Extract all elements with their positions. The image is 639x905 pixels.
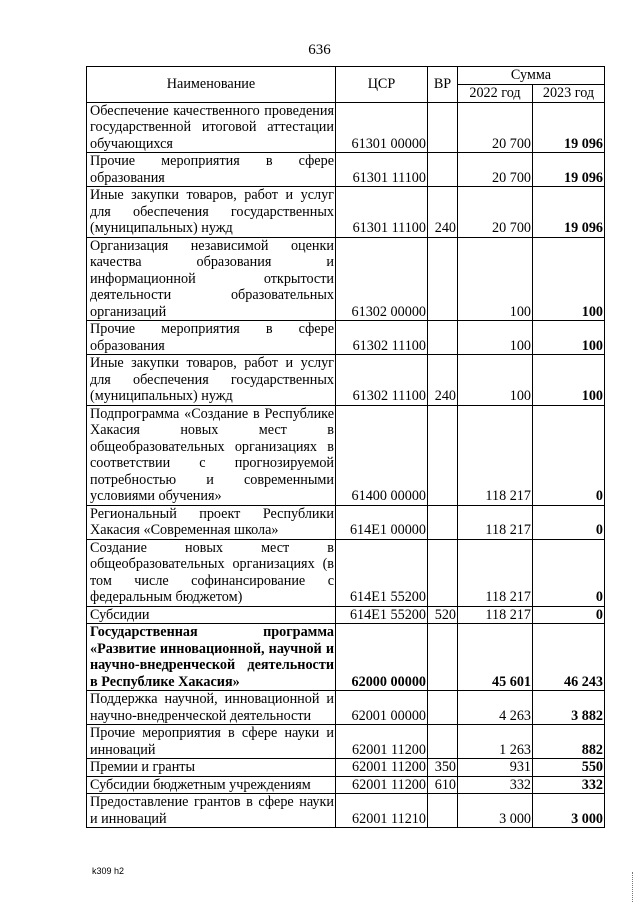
- row-name: Организация независимой оценки качества образования и информационной открытости деятельности образовательных организаций: [87, 237, 336, 321]
- row-2022: 931: [458, 759, 533, 777]
- row-code: 62001 11200: [336, 776, 428, 794]
- budget-table: [86, 66, 605, 828]
- row-code: 62001 11200: [336, 759, 428, 777]
- row-code: 61301 11100: [336, 153, 428, 187]
- row-vr: [428, 102, 458, 153]
- header-vr: ВР: [428, 67, 458, 103]
- table-row: [87, 153, 605, 187]
- table-row: [87, 505, 605, 539]
- row-2023: 100: [533, 321, 605, 355]
- row-2022: 118 217: [458, 539, 533, 606]
- row-vr: [428, 539, 458, 606]
- table-row: [87, 187, 605, 238]
- table-row: [87, 691, 605, 725]
- row-code: 61301 11100: [336, 187, 428, 238]
- row-name: Предоставление грантов в сфере науки и инноваций: [87, 794, 336, 828]
- row-name: Иные закупки товаров, работ и услуг для обеспечения государственных (муниципальных) нужд: [87, 355, 336, 406]
- row-name: Прочие мероприятия в сфере образования: [87, 153, 336, 187]
- header-sum: Сумма: [458, 67, 605, 85]
- row-name: Подпрограмма «Создание в Республике Хакасия новых мест в общеобразовательных организациях в соответствии с прогнозируемой потребностью и современными условиями обучения»: [87, 405, 336, 505]
- row-2022: 100: [458, 355, 533, 406]
- row-code: 61301 00000: [336, 102, 428, 153]
- row-2022: 100: [458, 237, 533, 321]
- row-vr: 610: [428, 776, 458, 794]
- row-vr: [428, 405, 458, 505]
- row-vr: 240: [428, 355, 458, 406]
- table-row: [87, 725, 605, 759]
- row-2023: 19 096: [533, 102, 605, 153]
- table-row: [87, 355, 605, 406]
- page-number: 636: [308, 42, 331, 58]
- row-vr: [428, 321, 458, 355]
- row-2022: 118 217: [458, 505, 533, 539]
- header-year-2022: 2022 год: [458, 84, 533, 102]
- row-name: Прочие мероприятия в сфере науки и инноваций: [87, 725, 336, 759]
- row-vr: 350: [428, 759, 458, 777]
- row-vr: [428, 505, 458, 539]
- row-code: 61400 00000: [336, 405, 428, 505]
- table-body: [87, 102, 605, 828]
- row-code: 61302 11100: [336, 321, 428, 355]
- row-2023: 19 096: [533, 153, 605, 187]
- row-2023: 100: [533, 237, 605, 321]
- row-vr: [428, 237, 458, 321]
- row-name: Государственная программа «Развитие инновационной, научной и научно-внедренческой деятельности в Республике Хакасия»: [87, 624, 336, 691]
- row-vr: 520: [428, 606, 458, 624]
- table-row: [87, 321, 605, 355]
- row-name: Поддержка научной, инновационной и научно-внедренческой деятельности: [87, 691, 336, 725]
- row-name: Обеспечение качественного проведения государственной итоговой аттестации обучающихся: [87, 102, 336, 153]
- row-name: Иные закупки товаров, работ и услуг для обеспечения государственных (муниципальных) нужд: [87, 187, 336, 238]
- row-2022: 20 700: [458, 102, 533, 153]
- row-name: Создание новых мест в общеобразовательных организациях (в том числе софинансирование с федеральным бюджетом): [87, 539, 336, 606]
- row-2023: 550: [533, 759, 605, 777]
- row-vr: 240: [428, 187, 458, 238]
- row-2022: 332: [458, 776, 533, 794]
- row-code: 62001 00000: [336, 691, 428, 725]
- row-2023: 3 882: [533, 691, 605, 725]
- row-2022: 3 000: [458, 794, 533, 828]
- row-2023: 100: [533, 355, 605, 406]
- row-code: 614E1 55200: [336, 606, 428, 624]
- row-name: Региональный проект Республики Хакасия «Современная школа»: [87, 505, 336, 539]
- row-2022: 20 700: [458, 187, 533, 238]
- header-year-2023: 2023 год: [533, 84, 605, 102]
- row-code: 614E1 00000: [336, 505, 428, 539]
- row-2022: 20 700: [458, 153, 533, 187]
- row-vr: [428, 153, 458, 187]
- row-2022: 4 263: [458, 691, 533, 725]
- row-2022: 118 217: [458, 405, 533, 505]
- row-vr: [428, 691, 458, 725]
- table-row: [87, 759, 605, 777]
- table-row: [87, 794, 605, 828]
- row-code: 62000 00000: [336, 624, 428, 691]
- row-name: Субсидии: [87, 606, 336, 624]
- row-2023: 0: [533, 405, 605, 505]
- row-2023: 0: [533, 606, 605, 624]
- table-row: [87, 405, 605, 505]
- row-2023: 3 000: [533, 794, 605, 828]
- footer-code: k309 h2: [92, 866, 125, 876]
- row-2023: 0: [533, 505, 605, 539]
- row-2022: 118 217: [458, 606, 533, 624]
- table-row: [87, 606, 605, 624]
- row-code: 62001 11200: [336, 725, 428, 759]
- header-code: ЦСР: [336, 67, 428, 103]
- row-name: Прочие мероприятия в сфере образования: [87, 321, 336, 355]
- table-row: [87, 102, 605, 153]
- row-2023: 19 096: [533, 187, 605, 238]
- row-vr: [428, 794, 458, 828]
- row-name: Субсидии бюджетным учреждениям: [87, 776, 336, 794]
- row-code: 62001 11210: [336, 794, 428, 828]
- row-code: 614E1 55200: [336, 539, 428, 606]
- scan-edge-mark: [618, 872, 633, 902]
- row-2023: 332: [533, 776, 605, 794]
- row-2023: 882: [533, 725, 605, 759]
- row-2023: 0: [533, 539, 605, 606]
- row-2022: 45 601: [458, 624, 533, 691]
- row-name: Премии и гранты: [87, 759, 336, 777]
- table-row: [87, 237, 605, 321]
- row-vr: [428, 725, 458, 759]
- row-vr: [428, 624, 458, 691]
- row-code: 61302 11100: [336, 355, 428, 406]
- table-row: [87, 776, 605, 794]
- row-2022: 100: [458, 321, 533, 355]
- table-row: [87, 624, 605, 691]
- table-row: [87, 539, 605, 606]
- header-name: Наименование: [87, 67, 336, 103]
- row-2022: 1 263: [458, 725, 533, 759]
- row-code: 61302 00000: [336, 237, 428, 321]
- row-2023: 46 243: [533, 624, 605, 691]
